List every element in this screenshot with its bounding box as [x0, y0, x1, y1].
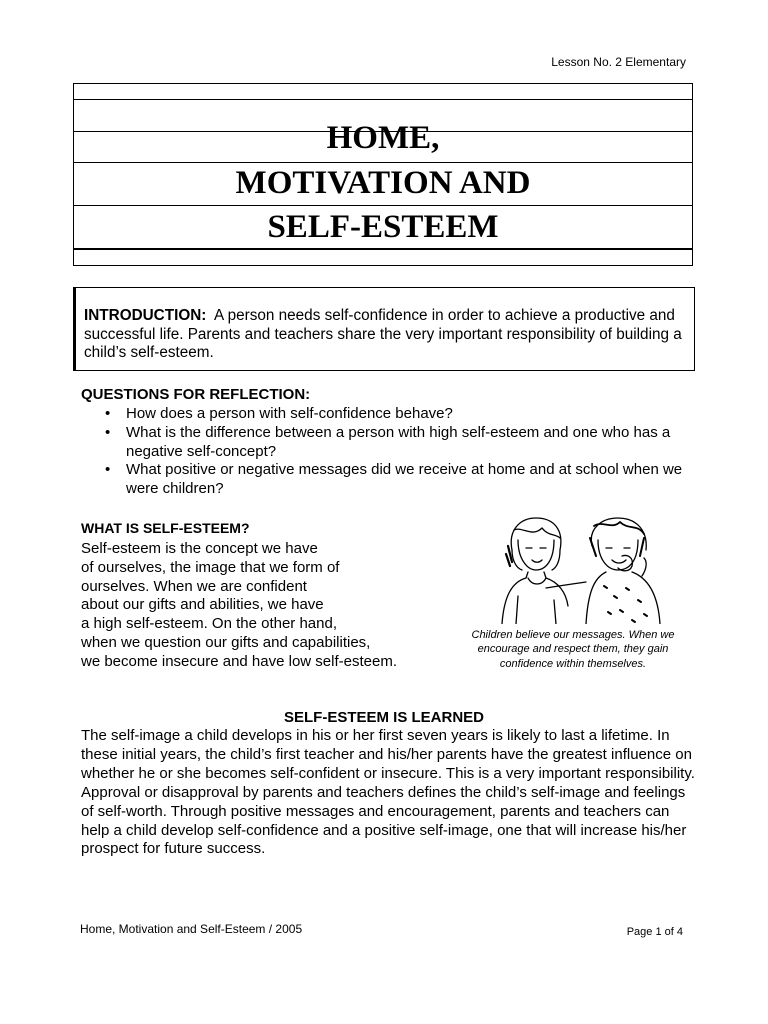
introduction-text: A person needs self-confidence in order to achieve a productive and successful life. Parents and teachers share the very important responsibility of building a child’s self-esteem.	[84, 307, 682, 362]
title-line-3: SELF-ESTEEM	[267, 209, 499, 245]
introduction-label: INTRODUCTION:	[84, 307, 207, 324]
page-number: Page 1 of 4	[626, 926, 683, 938]
text-line: when we question our gifts and capabilities,	[81, 633, 371, 651]
list-item: • What positive or negative messages did we receive at home and at school when we were children?	[105, 461, 705, 499]
title-rule-3	[73, 205, 693, 206]
learned-heading: SELF-ESTEEM IS LEARNED	[283, 709, 485, 726]
text-line: of ourselves, the image that we form of	[81, 558, 340, 576]
list-item: • What is the difference between a person with high self-esteem and one who has a negative self-concept?	[105, 424, 705, 462]
title-line-2: MOTIVATION AND	[235, 165, 531, 201]
questions-heading: QUESTIONS FOR REFLECTION:	[81, 386, 311, 403]
text-line: we become insecure and have low self-esteem.	[81, 652, 397, 670]
children-illustration-icon	[498, 516, 678, 624]
text-line: ourselves. When we are confident	[81, 577, 307, 595]
learned-body: The self-image a child develops in his or her first seven years is likely to last a lifetime. In these initial years, the child’s first teacher and his/her parents have the greatest influence on whether he or she becomes self-confident or insecure. This is a very important responsibility. Approval or disapproval by parents and teachers defines the child’s self-image and feelings of self-worth. Through positive messages and encouragement, parents and teachers can help a child develop self-confidence and a positive self-image, one that will increase his/her prospect for future success.	[81, 727, 695, 858]
illustration-caption: Children believe our messages. When we encourage and respect them, they gain confidence within themselves.	[471, 629, 675, 670]
title-line-1: HOME,	[326, 120, 440, 156]
questions-list	[105, 405, 705, 499]
text-line: Self-esteem is the concept we have	[81, 540, 318, 557]
what-is-heading: WHAT IS SELF-ESTEEM?	[81, 520, 250, 536]
list-item: • How does a person with self-confidence behave?	[105, 405, 705, 424]
text-line: about our gifts and abilities, we have	[81, 596, 324, 614]
footer-doc-title: Home, Motivation and Self-Esteem / 2005	[80, 922, 303, 936]
title-bottom-bar	[73, 249, 693, 266]
title-top-bar	[73, 83, 693, 100]
lesson-label: Lesson No. 2 Elementary	[551, 55, 686, 69]
introduction-box	[73, 287, 695, 371]
text-line: a high self-esteem. On the other hand,	[81, 615, 337, 633]
what-is-body	[81, 540, 471, 672]
